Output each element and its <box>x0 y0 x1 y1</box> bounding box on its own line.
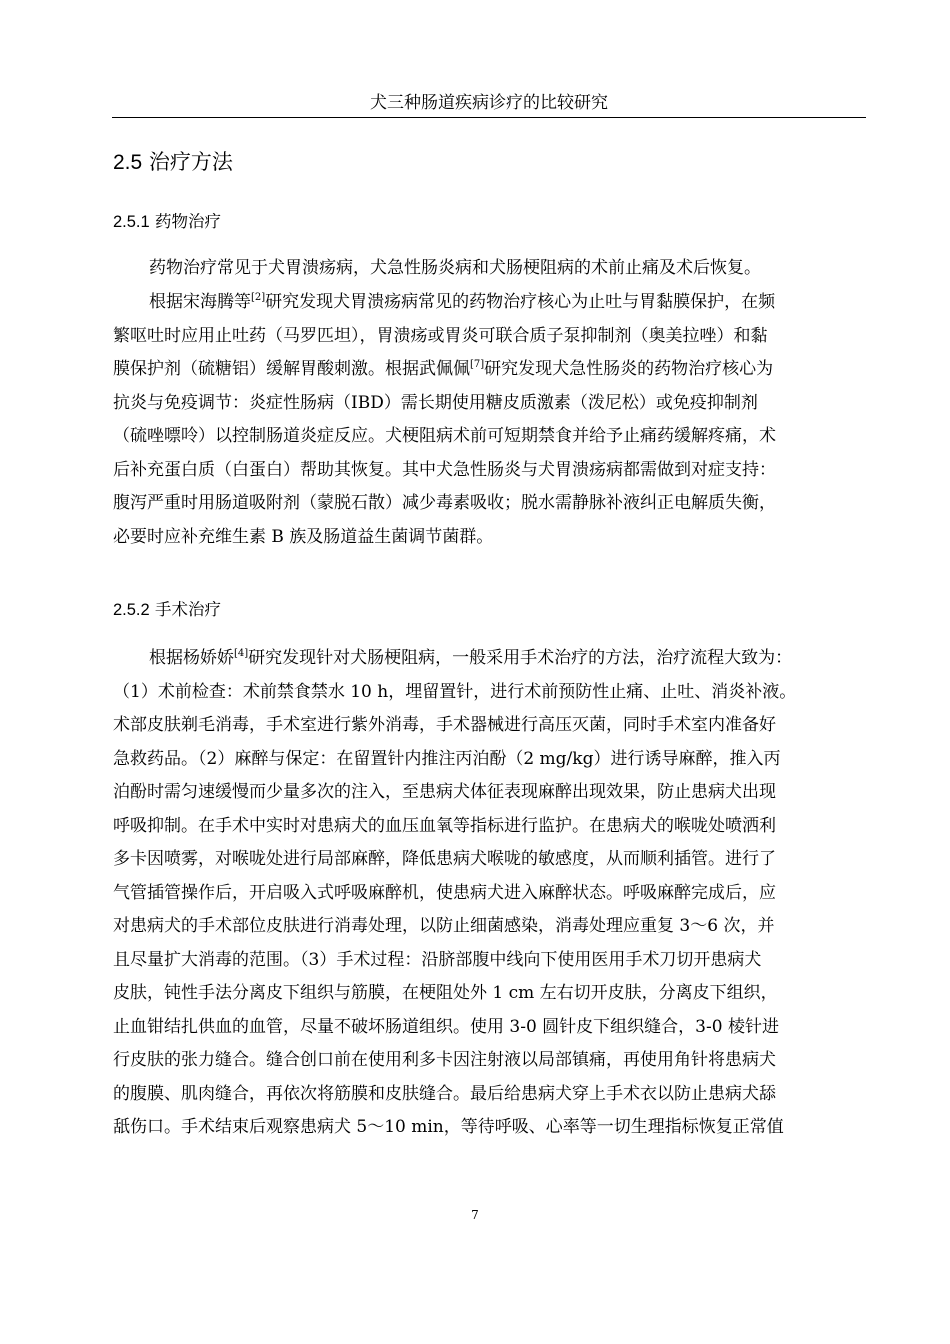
paragraph-line: （硫唑嘌呤）以控制肠道炎症反应。犬梗阻病术前可短期禁食并给予止痛药缓解疼痛，术 <box>113 426 776 446</box>
paragraph-line: 泊酚时需匀速缓慢而少量多次的注入，至患病犬体征表现麻醉出现效果，防止患病犬出现 <box>113 782 776 802</box>
subsection-number: 2.5.2 <box>113 601 150 619</box>
section-title: 治疗方法 <box>148 150 233 174</box>
text-run: 研究发现犬胃溃疡病常见的药物治疗核心为止吐与胃黏膜保护，在频 <box>265 292 776 312</box>
paragraph-surgery <box>113 642 865 1145</box>
text-run: 研究发现犬急性肠炎的药物治疗核心为 <box>484 359 774 379</box>
paragraph-line: 舐伤口。手术结束后观察患病犬 5～10 min，等待呼吸、心率等一切生理指标恢复正常值 <box>113 1117 784 1137</box>
paragraph-line: （1）术前检查：术前禁食禁水 10 h，埋留置针，进行术前预防性止痛、止吐、消炎补液。 <box>113 681 797 702</box>
paragraph-line: 后补充蛋白质（白蛋白）帮助其恢复。其中犬急性肠炎与犬胃溃疡病都需做到对症支持： <box>113 459 776 480</box>
subsection-heading-surgery <box>113 598 221 622</box>
text-run: 根据杨娇娇 <box>149 648 234 668</box>
paragraph-line: 皮肤，钝性手法分离皮下组织与筋膜，在梗阻处外 1 cm 左右切开皮肤，分离皮下组织， <box>113 983 778 1003</box>
header-divider <box>112 117 866 118</box>
paragraph-line <box>113 642 865 676</box>
running-header: 犬三种肠道疾病诊疗的比较研究 <box>370 93 608 113</box>
subsection-number: 2.5.1 <box>113 213 150 231</box>
paragraph-line: 腹泻严重时用肠道吸附剂（蒙脱石散）减少毒素吸收；脱水需静脉补液纠正电解质失衡， <box>113 493 776 513</box>
section-number: 2.5 <box>113 151 143 174</box>
text-run: 根据宋海腾等 <box>149 292 251 312</box>
paragraph-line: 抗炎与免疫调节：炎症性肠病（IBD）需长期使用糖皮质激素（泼尼松）或免疫抑制剂 <box>113 392 758 413</box>
paragraph-line: 药物治疗常见于犬胃溃疡病，犬急性肠炎病和犬肠梗阻病的术前止痛及术后恢复。 <box>149 258 761 278</box>
paragraph-line <box>113 353 865 387</box>
text-run: 研究发现针对犬肠梗阻病，一般采用手术治疗的方法，治疗流程大致为： <box>248 648 793 668</box>
citation-ref: [2] <box>251 292 266 303</box>
paragraph-line: 气管插管操作后，开启吸入式呼吸麻醉机，使患病犬进入麻醉状态。呼吸麻醉完成后，应 <box>113 882 776 903</box>
paragraph-line: 多卡因喷雾，对喉咙处进行局部麻醉，降低患病犬喉咙的敏感度，从而顺利插管。进行了 <box>113 849 776 869</box>
subsection-title: 药物治疗 <box>154 212 221 231</box>
page-number: 7 <box>471 1208 479 1222</box>
paragraph-drug-detail <box>113 286 865 554</box>
paragraph-line: 止血钳结扎供血的血管，尽量不破坏肠道组织。使用 3-0 圆针皮下组织缝合，3-0 棱针进 <box>113 1016 779 1037</box>
text-run: 膜保护剂（硫糖铝）缓解胃酸刺激。根据武佩佩 <box>113 359 470 379</box>
citation-ref: [7] <box>470 359 485 370</box>
paragraph-drug-intro <box>113 252 865 286</box>
paragraph-line: 术部皮肤剃毛消毒，手术室进行紫外消毒，手术器械进行高压灭菌，同时手术室内准备好 <box>113 715 776 735</box>
paragraph-line: 呼吸抑制。在手术中实时对患病犬的血压血氧等指标进行监护。在患病犬的喉咙处喷洒利 <box>113 815 776 836</box>
paragraph-line: 行皮肤的张力缝合。缝合创口前在使用利多卡因注射液以局部镇痛，再使用角针将患病犬 <box>113 1050 776 1070</box>
paragraph-line: 的腹膜、肌肉缝合，再依次将筋膜和皮肤缝合。最后给患病犬穿上手术衣以防止患病犬舔 <box>113 1083 776 1104</box>
paragraph-line: 对患病犬的手术部位皮肤进行消毒处理，以防止细菌感染，消毒处理应重复 3～6 次，并 <box>113 916 775 936</box>
section-heading <box>113 148 233 177</box>
subsection-heading-drug-therapy <box>113 210 221 234</box>
paragraph-line: 急救药品。（2）麻醉与保定：在留置针内推注丙泊酚（2 mg/kg）进行诱导麻醉，推入丙 <box>113 748 781 769</box>
subsection-title: 手术治疗 <box>154 600 221 619</box>
paragraph-line: 必要时应补充维生素 B 族及肠道益生菌调节菌群。 <box>113 526 494 547</box>
paragraph-line: 且尽量扩大消毒的范围。（3）手术过程：沿脐部腹中线向下使用医用手术刀切开患病犬 <box>113 949 762 970</box>
paragraph-line: 繁呕吐时应用止吐药（马罗匹坦），胃溃疡或胃炎可联合质子泵抑制剂（奥美拉唑）和黏 <box>113 325 768 346</box>
citation-ref: [4] <box>234 648 249 659</box>
paragraph-line <box>113 286 865 320</box>
